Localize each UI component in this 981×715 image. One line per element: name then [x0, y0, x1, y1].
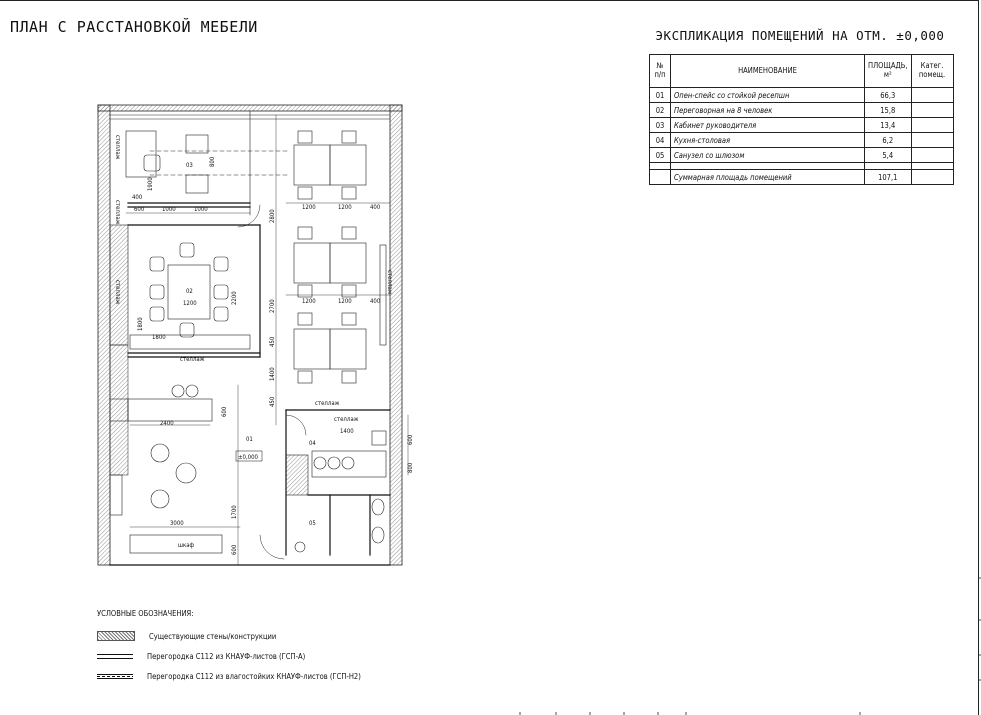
- row-num: 02: [650, 103, 671, 118]
- dim-1400: 1400: [269, 367, 276, 381]
- dim-1400-b: 1400: [340, 428, 354, 435]
- row-num: 05: [650, 148, 671, 163]
- dim-600-c: 600: [231, 544, 238, 555]
- dim-600-b: 600: [221, 406, 228, 417]
- header-area: ПЛОЩАДЬ, м²: [865, 55, 912, 88]
- row-name: Кабинет руководителя: [671, 118, 865, 133]
- dim-2800: 2800: [269, 209, 276, 223]
- header-name: НАИМЕНОВАНИЕ: [671, 55, 865, 88]
- row-name: Санузел со шлюзом: [671, 148, 865, 163]
- total-area: 107,1: [865, 170, 912, 185]
- dim-800: 800: [209, 156, 216, 167]
- stelazh-label-1: стеллаж: [180, 356, 205, 363]
- legend-item-label: Перегородка С112 из КНАУФ-листов (ГСП-А): [147, 651, 306, 661]
- dim-400: 400: [132, 194, 143, 201]
- dim-1800-b: 1800: [152, 334, 166, 341]
- stelazh-label-2: стеллаж: [315, 400, 340, 407]
- dim-2200: 2200: [231, 291, 238, 305]
- dim-1000: 1000: [162, 206, 176, 213]
- row-num: 03: [650, 118, 671, 133]
- dim-400-c: 400: [370, 298, 381, 305]
- page-title: ПЛАН С РАССТАНОВКОЙ МЕБЕЛИ: [10, 18, 258, 36]
- row-area: 13,4: [865, 118, 912, 133]
- dim-1200-e: 1200: [183, 300, 197, 307]
- dim-800-b: 800: [407, 462, 414, 473]
- dim-1200-b: 1200: [338, 204, 352, 211]
- stelazh-label-vertical-1: стеллаж: [114, 135, 121, 160]
- header-category: Катег. помещ.: [911, 55, 953, 88]
- row-num: 01: [650, 88, 671, 103]
- dim-2400: 2400: [160, 420, 174, 427]
- dim-450-b: 450: [269, 396, 276, 407]
- row-area: 66,3: [865, 88, 912, 103]
- dim-3000: 3000: [170, 520, 184, 527]
- dim-2700: 2700: [269, 299, 276, 313]
- stelazh-label-3: стеллаж: [334, 416, 359, 423]
- level-mark: ±0,000: [238, 454, 258, 461]
- room-04-label: 04: [309, 440, 316, 447]
- row-area: 15,8: [865, 103, 912, 118]
- room-02-label: 02: [186, 288, 193, 295]
- room-01-label: 01: [246, 436, 253, 443]
- legend-item-label: Перегородка С112 из влагостойких КНАУФ-листов (ГСП-Н2): [147, 671, 361, 681]
- dim-1700: 1700: [231, 505, 238, 519]
- total-name: Суммарная площадь помещений: [671, 170, 865, 185]
- dim-1900: 1900: [147, 177, 154, 191]
- explication-title: ЭКСПЛИКАЦИЯ ПОМЕЩЕНИЙ НА ОТМ. ±0,000: [655, 28, 945, 43]
- dim-600-d: 600: [407, 434, 414, 445]
- stelazh-label-vertical-3: стеллаж: [114, 280, 121, 305]
- shkaf-label: шкаф: [178, 542, 195, 549]
- dim-1200-d: 1200: [338, 298, 352, 305]
- stelazh-label-vertical-2: стеллаж: [114, 200, 121, 225]
- dim-450: 450: [269, 336, 276, 347]
- dim-400-b: 400: [370, 204, 381, 211]
- dim-1200-a: 1200: [302, 204, 316, 211]
- room-03-label: 03: [186, 162, 193, 169]
- row-name: Кухня-столовая: [671, 133, 865, 148]
- row-name: Переговорная на 8 человек: [671, 103, 865, 118]
- legend-item-label: Существующие стены/конструкции: [149, 631, 277, 641]
- dim-600: 600: [134, 206, 145, 213]
- dim-1800: 1800: [137, 317, 144, 331]
- row-name: Опен-спейс со стойкой ресепшн: [671, 88, 865, 103]
- row-area: 6,2: [865, 133, 912, 148]
- row-num: 04: [650, 133, 671, 148]
- room-05-label: 05: [309, 520, 316, 527]
- dim-1200-c: 1200: [302, 298, 316, 305]
- header-num: № п/п: [650, 55, 671, 88]
- row-area: 5,4: [865, 148, 912, 163]
- legend-title: УСЛОВНЫЕ ОБОЗНАЧЕНИЯ:: [97, 609, 194, 618]
- stelazh-label-vertical-4: стеллаж: [386, 270, 393, 295]
- dim-1000-b: 1000: [194, 206, 208, 213]
